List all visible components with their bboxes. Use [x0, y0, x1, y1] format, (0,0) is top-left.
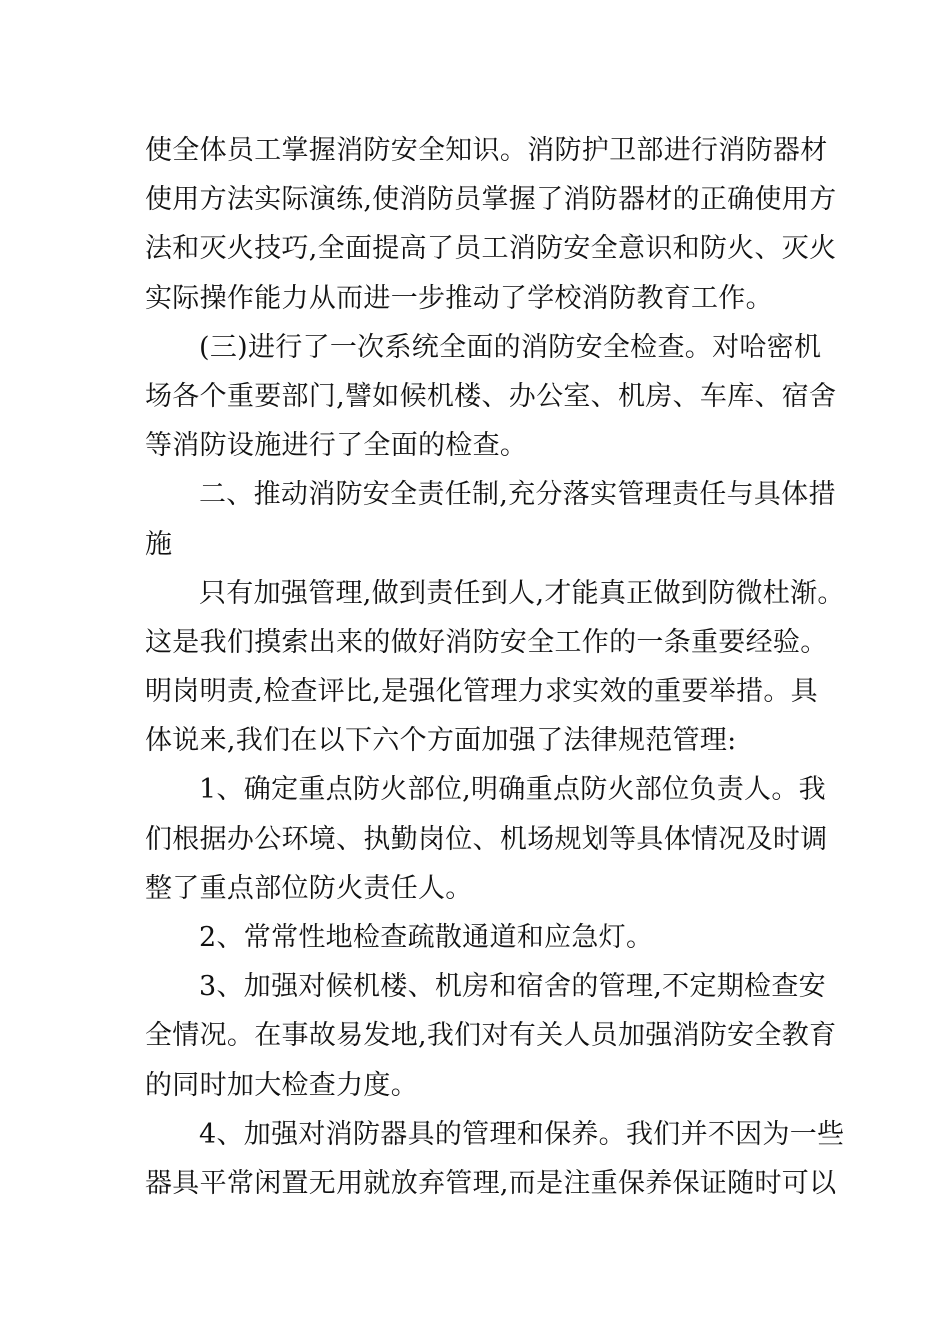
text-line: 使全体员工掌握消防安全知识。消防护卫部进行消防器材: [145, 135, 828, 166]
list-item-line: 的同时加大检查力度。: [145, 1069, 418, 1101]
list-item-line: 们根据办公环境、执勤岗位、机场规划等具体情况及时调: [145, 823, 828, 855]
text-line: 实际操作能力从而进一步推动了学校消防教育工作。: [145, 282, 773, 314]
text-line: (三)进行了一次系统全面的消防安全检查。对哈密机: [199, 331, 822, 363]
text-line: 明岗明责,检查评比,是强化管理力求实效的重要举措。具: [145, 676, 818, 708]
text-line: 只有加强管理,做到责任到人,才能真正做到防微杜渐。: [199, 577, 845, 609]
list-item-line: 3、加强对候机楼、机房和宿舍的管理,不定期检查安: [199, 971, 826, 1003]
section-heading-line: 施: [145, 528, 173, 560]
document-body: [145, 126, 845, 1208]
list-item-line: 器具平常闲置无用就放弃管理,而是注重保养保证随时可以: [145, 1167, 837, 1199]
text-line: 体说来,我们在以下六个方面加强了法律规范管理:: [145, 725, 737, 757]
text-line: 场各个重要部门,譬如候机楼、办公室、机房、车库、宿舍: [145, 380, 837, 412]
list-item-line: 2、常常性地检查疏散通道和应急灯。: [199, 922, 654, 953]
text-line: 使用方法实际演练,使消防员掌握了消防器材的正确使用方: [145, 184, 837, 216]
text-line: 这是我们摸索出来的做好消防安全工作的一条重要经验。: [145, 626, 828, 658]
list-item-line: 全情况。在事故易发地,我们对有关人员加强消防安全教育: [145, 1020, 837, 1052]
list-item-line: 整了重点部位防火责任人。: [145, 872, 473, 904]
text-line: 等消防设施进行了全面的检查。: [145, 430, 528, 462]
text-line: 法和灭火技巧,全面提高了员工消防安全意识和防火、灭火: [145, 233, 837, 265]
section-heading-line: 二、推动消防安全责任制,充分落实管理责任与具体措: [199, 479, 836, 511]
list-item-line: 4、加强对消防器具的管理和保养。我们并不因为一些: [199, 1118, 845, 1150]
list-item-line: 1、确定重点防火部位,明确重点防火部位负责人。我: [199, 774, 826, 806]
